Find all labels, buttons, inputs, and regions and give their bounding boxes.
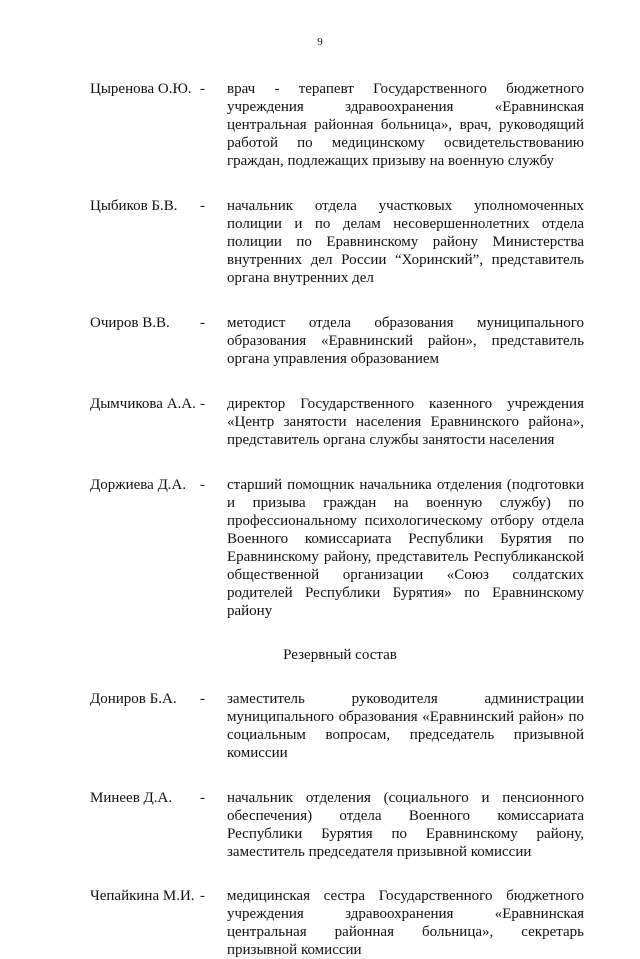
member-name: Дымчикова А.А. (90, 396, 196, 412)
reserve-section-heading: Резервный состав (283, 647, 397, 663)
member-name: Цыбиков Б.В. (90, 198, 178, 214)
member-entry (90, 197, 590, 287)
member-name: Цыренова О.Ю. (90, 81, 192, 97)
separator-dash: - (200, 198, 205, 214)
member-entry (90, 395, 590, 449)
reserve-member-entry (90, 690, 590, 762)
member-description: заместитель руководителя администрации муниципального образования «Еравнинский район» по социальным вопросам, председатель призывной комиссии (227, 691, 584, 761)
member-entry (90, 476, 590, 620)
member-name: Минеев Д.А. (90, 790, 173, 806)
member-description: старший помощник начальника отделения (подготовки и призыва граждан на военную службу) по профессиональному психологическому отбору отдела Военного комиссариата Республики Бурятия по Еравнинскому району, представитель Республиканской общественной организации «Союз солдатских родителей Республики Бурятия» по Еравнинскому району (227, 477, 584, 619)
member-name: Доржиева Д.А. (90, 477, 187, 493)
reserve-member-entry (90, 789, 590, 861)
separator-dash: - (200, 477, 205, 493)
member-name: Дониров Б.А. (90, 691, 177, 707)
separator-dash: - (200, 790, 205, 806)
member-name: Очиров В.В. (90, 315, 170, 331)
member-description: начальник отделения (социального и пенсионного обеспечения) отдела Военного комиссариата Республики Бурятия по Еравнинскому району, заместитель председателя призывной комиссии (227, 790, 584, 860)
member-description: директор Государственного казенного учреждения «Центр занятости населения Еравнинского района», представитель органа службы занятости населения (227, 396, 584, 448)
member-entry (90, 80, 590, 170)
separator-dash: - (200, 396, 205, 412)
separator-dash: - (200, 81, 205, 97)
member-name: Чепайкина М.И. (90, 888, 195, 904)
separator-dash: - (200, 691, 205, 707)
page-number: 9 (317, 36, 323, 48)
separator-dash: - (200, 888, 205, 904)
member-description: медицинская сестра Государственного бюджетного учреждения здравоохранения «Еравнинская центральная районная больница», секретарь призывной комиссии (227, 888, 584, 958)
member-entry (90, 314, 590, 368)
member-description: начальник отдела участковых уполномоченных полиции и по делам несовершеннолетних отдела полиции по Еравнинскому району Министерства внутренних дел России “Хоринский”, представитель органа внутренних дел (227, 198, 584, 286)
member-description: врач - терапевт Государственного бюджетного учреждения здравоохранения «Еравнинская центральная районная больница», врач, руководящий работой по медицинскому освидетельствованию граждан, подлежащих призыву на военную службу (227, 81, 584, 169)
reserve-member-entry (90, 887, 590, 959)
separator-dash: - (200, 315, 205, 331)
commission-list (90, 80, 590, 959)
member-description: методист отдела образования муниципального образования «Еравнинский район», представитель органа управления образованием (227, 315, 584, 367)
